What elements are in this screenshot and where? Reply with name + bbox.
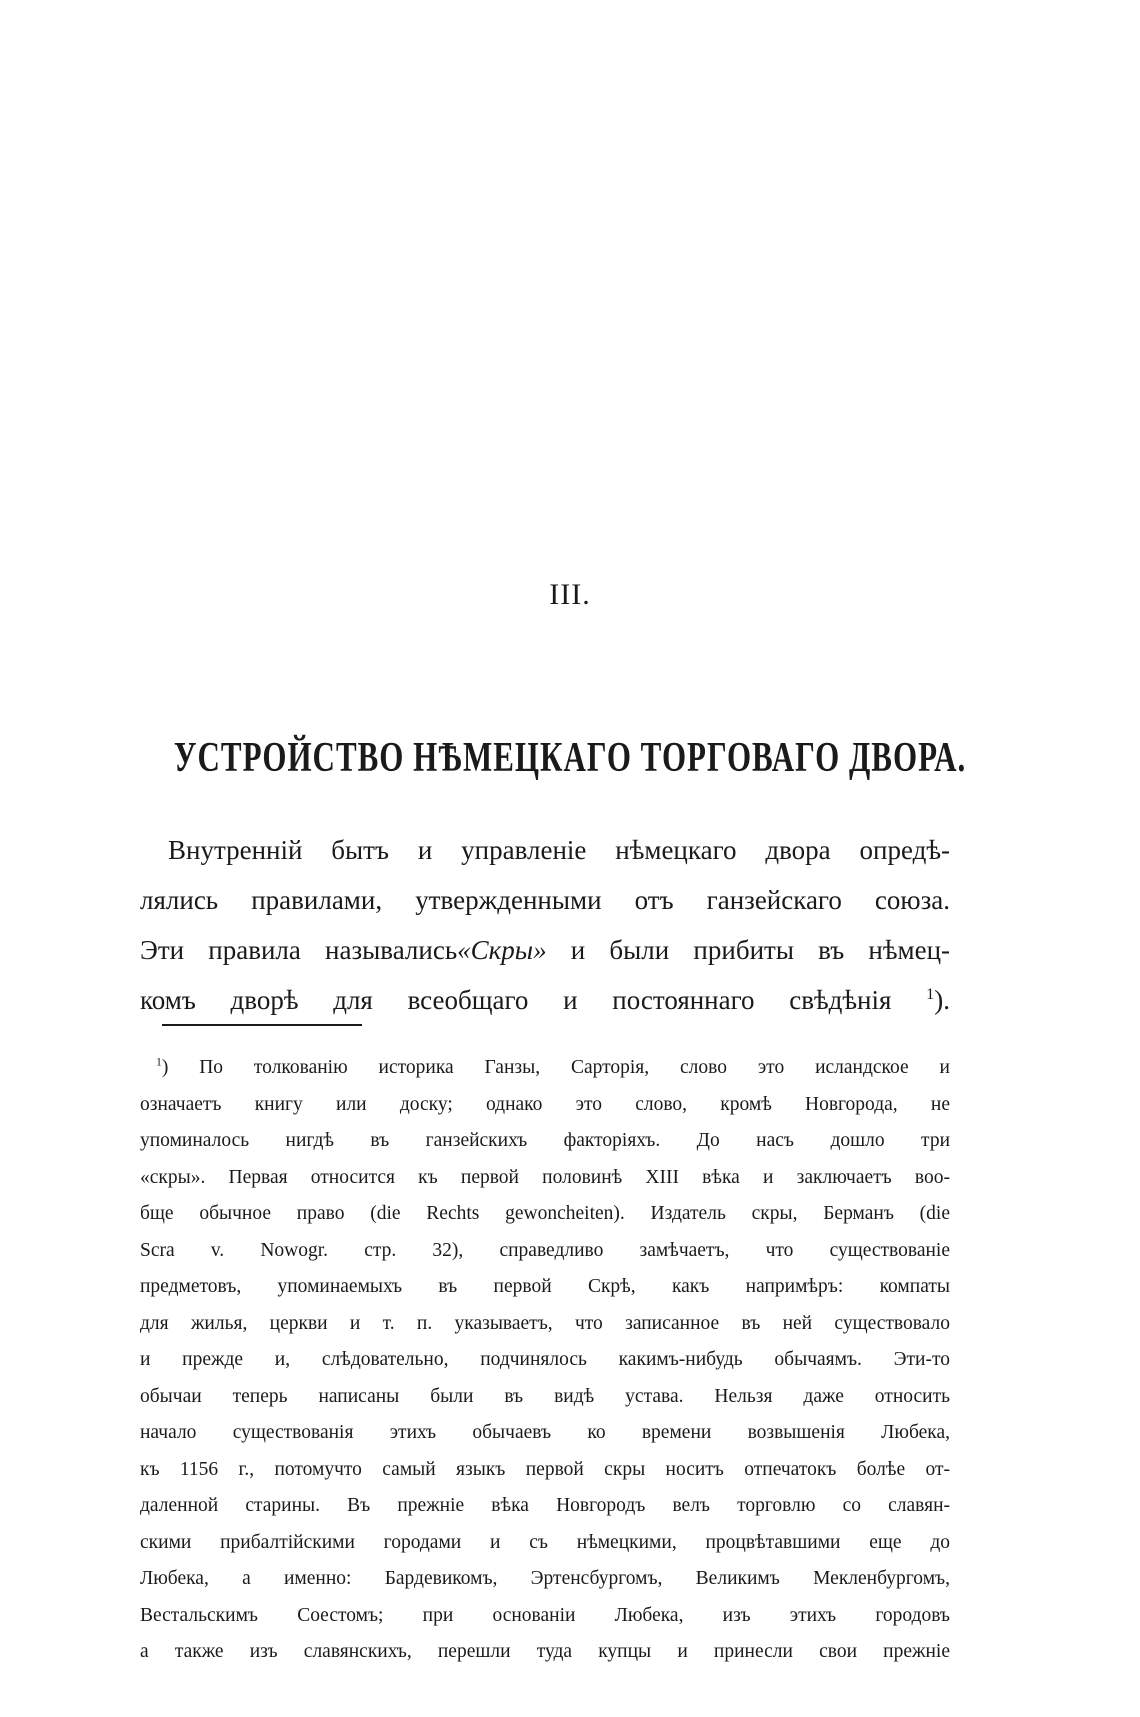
footnote-line [140, 1050, 950, 1087]
main-paragraph [140, 825, 950, 1025]
footnote-line: означаетъ книгу или доску; однако это слово, кромѣ Новгорода, не [140, 1093, 950, 1115]
body-text-segment: и были прибиты въ нѣмец- [570, 935, 951, 965]
footnote [140, 1050, 950, 1671]
footnote-line: скими прибалтійскими городами и съ нѣмецкими, процвѣтавшими еще до [140, 1531, 950, 1553]
footnote-line: Любека, а именно: Бардевикомъ, Эртенсбургомъ, Великимъ Мекленбургомъ, [140, 1568, 950, 1589]
chapter-title: УСТРОЙСТВО НѢМЕЦКАГО ТОРГОВАГО ДВОРА. [173, 733, 967, 781]
footnote-reference: 1 [926, 985, 935, 1003]
footnote-line: обычаи теперь написаны были въ видѣ устава. Нельзя даже относить [140, 1385, 950, 1407]
footnote-divider [162, 1024, 362, 1026]
footnote-line: Вестальскимъ Соестомъ; при основаніи Любека, изъ этихъ городовъ [140, 1604, 950, 1626]
body-line: лялись правилами, утвержденными отъ ганзейскаго союза. [140, 885, 950, 915]
body-line [140, 975, 950, 1025]
footnote-line: начало существованія этихъ обычаевъ ко времени возвышенія Любека, [140, 1422, 950, 1443]
body-text-segment: ). [934, 985, 950, 1015]
footnote-line: «скры». Первая относится къ первой половинѣ XIII вѣка и заключаетъ воо- [140, 1166, 950, 1188]
body-text-segment: Эти правила назывались [140, 935, 458, 965]
footnote-line: бще обычное право (die Rechts gewoncheiten). Издатель скры, Берманъ (die [140, 1203, 950, 1224]
footnote-line: и прежде и, слѣдовательно, подчинялось какимъ-нибудь обычаямъ. Эти-то [140, 1349, 950, 1370]
footnote-line: а также изъ славянскихъ, перешли туда купцы и принесли свои прежніе [140, 1641, 950, 1662]
term-skry: «Скры» [457, 935, 547, 965]
body-line [140, 925, 950, 975]
footnote-line: для жилья, церкви и т. п. указываетъ, что записанное въ ней существовало [140, 1312, 950, 1334]
body-line: Внутренній бытъ и управленіе нѣмецкаго двора опредѣ- [168, 835, 950, 865]
footnote-line: даленной старины. Въ прежніе вѣка Новгородъ велъ торговлю со славян- [140, 1495, 950, 1516]
footnote-line: Scra v. Nowogr. стр. 32), справедливо замѣчаетъ, что существованіе [140, 1239, 950, 1261]
footnote-text: ) По толкованію историка Ганзы, Сарторія, слово это исландское и [161, 1057, 950, 1078]
chapter-number: III. [549, 578, 591, 611]
footnote-marker: 1 [156, 1055, 162, 1069]
footnote-line: упоминалось нигдѣ въ ганзейскихъ факторіяхъ. До насъ дошло три [140, 1130, 950, 1151]
footnote-line: къ 1156 г., потомучто самый языкъ первой скры носитъ отпечатокъ болѣе от- [140, 1458, 950, 1480]
footnote-line: предметовъ, упоминаемыхъ въ первой Скрѣ, какъ напримѣръ: компаты [140, 1276, 950, 1297]
body-text-segment: комъ дворѣ для всеобщаго и постояннаго свѣдѣнія [140, 985, 892, 1015]
